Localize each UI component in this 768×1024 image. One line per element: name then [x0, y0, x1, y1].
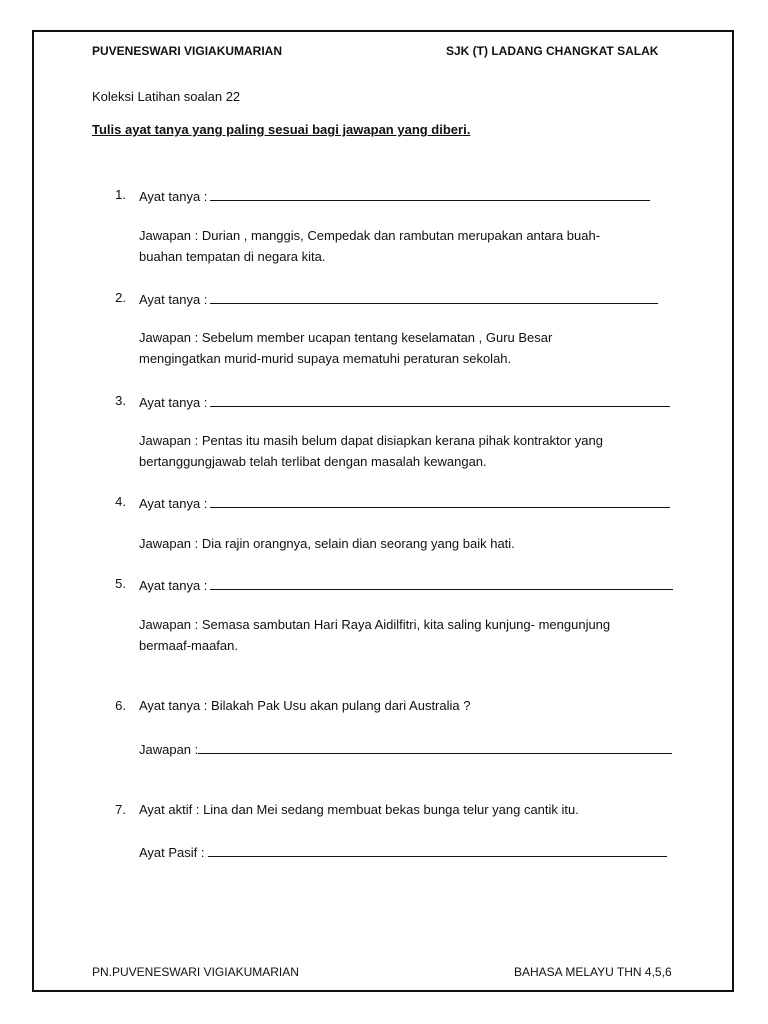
question-number: 5.: [115, 576, 126, 591]
question-number: 2.: [115, 290, 126, 305]
question-prompt: Ayat tanya : Bilakah Pak Usu akan pulang dari Australia ?: [139, 698, 471, 713]
question-row: [139, 576, 673, 593]
answer-row: [139, 740, 672, 757]
header-school: SJK (T) LADANG CHANGKAT SALAK: [446, 44, 659, 58]
answer-blank-line[interactable]: [198, 740, 672, 754]
answer-row: [139, 843, 667, 860]
question-prompt: Ayat aktif : Lina dan Mei sedang membuat bekas bunga telur yang cantik itu.: [139, 802, 579, 817]
question-row: [139, 290, 658, 307]
answer-label: Jawapan :: [139, 742, 199, 757]
question-prompt: Ayat tanya :: [139, 496, 208, 511]
question-number: 3.: [115, 393, 126, 408]
footer-teacher: PN.PUVENESWARI VIGIAKUMARIAN: [92, 965, 299, 979]
collection-title: Koleksi Latihan soalan 22: [92, 89, 241, 104]
answer-label: Ayat Pasif :: [139, 845, 205, 860]
answer-blank-line[interactable]: [210, 290, 658, 304]
answer-blank-line[interactable]: [210, 393, 670, 407]
question-row: [139, 187, 650, 204]
footer-subject: BAHASA MELAYU THN 4,5,6: [514, 965, 672, 979]
instruction: Tulis ayat tanya yang paling sesuai bagi jawapan yang diberi.: [92, 122, 471, 137]
header-author: PUVENESWARI VIGIAKUMARIAN: [92, 44, 283, 58]
question-number: 4.: [115, 494, 126, 509]
answer-blank-line[interactable]: [210, 576, 673, 590]
question-number: 7.: [115, 802, 126, 817]
question-number: 1.: [115, 187, 126, 202]
answer-blank-line[interactable]: [210, 494, 670, 508]
question-row: [139, 494, 670, 511]
question-number: 6.: [115, 698, 126, 713]
question-prompt: Ayat tanya :: [139, 292, 208, 307]
answer-blank-line[interactable]: [210, 187, 650, 201]
answer-text: Jawapan : Sebelum member ucapan tentang keselamatan , Guru Besar mengingatkan murid-murid supaya mematuhi peraturan sekolah.: [139, 330, 553, 366]
question-row: [139, 393, 670, 410]
answer-text: Jawapan : Dia rajin orangnya, selain dian seorang yang baik hati.: [139, 536, 515, 551]
question-prompt: Ayat tanya :: [139, 189, 208, 204]
answer-text: Jawapan : Durian , manggis, Cempedak dan rambutan merupakan antara buah- buahan tempatan di negara kita.: [139, 228, 601, 264]
answer-text: Jawapan : Semasa sambutan Hari Raya Aidilfitri, kita saling kunjung- mengunjung bermaaf-maafan.: [139, 617, 611, 653]
answer-blank-line[interactable]: [208, 843, 667, 857]
answer-text: Jawapan : Pentas itu masih belum dapat disiapkan kerana pihak kontraktor yang bertanggungjawab telah terlibat dengan masalah kewangan.: [139, 433, 603, 469]
question-prompt: Ayat tanya :: [139, 578, 208, 593]
question-prompt: Ayat tanya :: [139, 395, 208, 410]
